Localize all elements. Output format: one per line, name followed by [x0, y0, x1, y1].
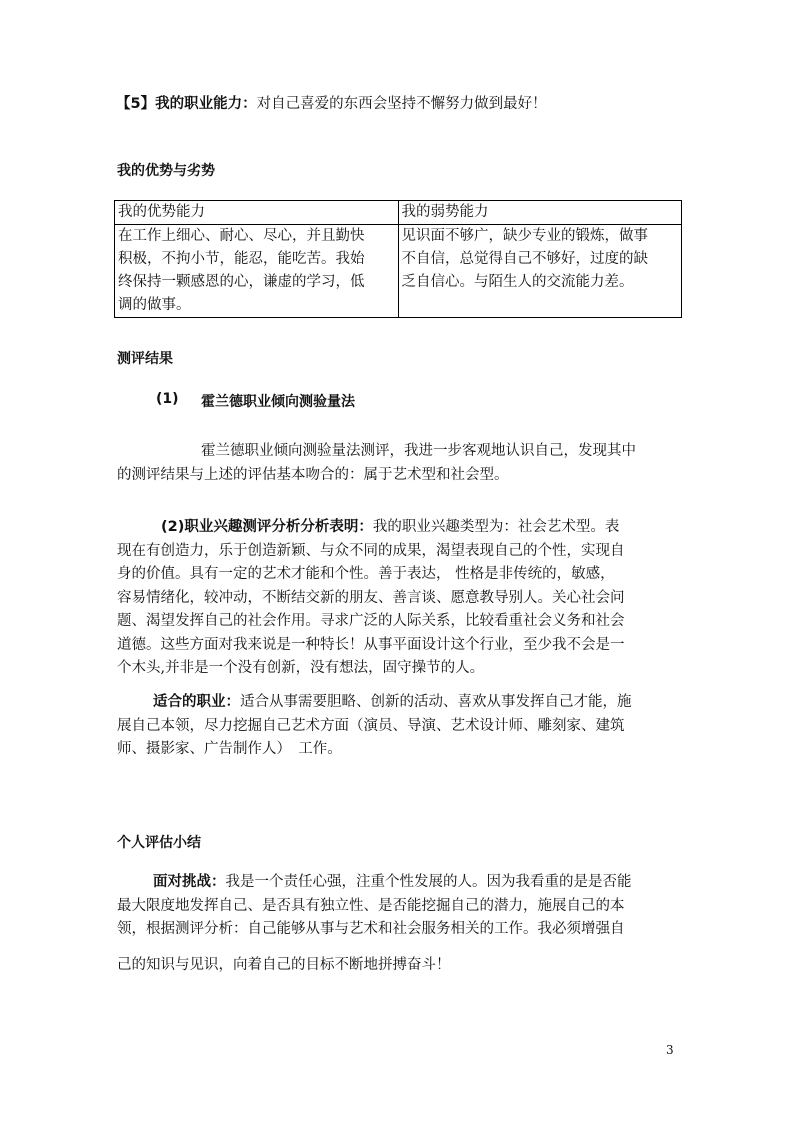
interest-line: 身的价值。具有一定的艺术才能和个性。善于表达， 性格是非传统的，敏感， — [117, 566, 615, 582]
interest-paragraph — [117, 516, 677, 681]
challenge-text: 我是一个责任心强，注重个性发展的人。因为我看重的是是否能 — [225, 874, 632, 890]
holland-paragraph — [117, 440, 677, 487]
section5-text: 对自己喜爱的东西会坚持不懈努力做到最好！ — [256, 96, 547, 112]
weakness-line: 不自信，总觉得自己不够好，过度的缺 — [401, 251, 648, 267]
page-number: 3 — [666, 1043, 674, 1057]
interest-line: 容易情绪化，较冲动，不断结交新的朋友、善言谈、愿意教导别人。关心社会问 — [117, 589, 625, 606]
challenge-line: 领，根据测评分析：自己能够从事与艺术和社会服务相关的工作。我必须增强自 — [117, 921, 625, 937]
holland-line: 霍兰德职业倾向测验量法测评，我进一步客观地认识自己，发现其中 — [201, 443, 636, 459]
challenge-first-line — [117, 871, 677, 895]
holland-line: 的测评结果与上述的评估基本吻合的：属于艺术型和社会型。 — [117, 466, 509, 483]
challenge-line: 最大限度地发挥自己、是否具有独立性、是否能挖掘自己的潜力，施展自己的本 — [117, 897, 625, 914]
interest-line: 题、渴望发挥自己的社会作用。寻求广泛的人际关系，比较看重社会义务和社会 — [117, 613, 625, 629]
interest-line: 道德。这些方面对我来说是一种特长！从事平面设计这个行业，至少我不会是一 — [117, 636, 625, 653]
challenge-label: 面对挑战： — [153, 874, 226, 890]
strength-header: 我的优势能力 — [115, 201, 399, 225]
suitable-text: 适合从事需要胆略、创新的活动、喜欢从事发挥自己才能，施 — [240, 694, 632, 710]
interest-label: (2)职业兴趣测评分析分析表明： — [161, 519, 373, 535]
suitable-paragraph — [117, 691, 677, 762]
challenge-last-line: 己的知识与见识，向着自己的目标不断地拼搏奋斗！ — [117, 956, 451, 973]
weakness-header: 我的弱势能力 — [398, 201, 682, 225]
ability-table — [114, 200, 682, 318]
interest-line: 现在有创造力，乐于创造新颖、与众不同的成果，渴望表现自己的个性，实现自 — [117, 542, 625, 559]
interest-line: 个木头,并非是一个没有创新，没有想法，固守操节的人。 — [117, 660, 485, 676]
strength-line: 终保持一颗感恩的心，谦虚的学习，低 — [118, 274, 365, 290]
suitable-line: 师、摄影家、广告制作人） 工作。 — [117, 741, 342, 757]
challenge-paragraph — [117, 871, 677, 977]
table-row — [115, 225, 682, 318]
strength-cell — [115, 225, 399, 318]
suitable-first-line — [117, 691, 677, 715]
holland-title: 霍兰德职业倾向测验量法 — [201, 394, 355, 410]
weakness-line: 见识面不够广，缺少专业的锻炼，做事 — [401, 228, 648, 244]
results-heading: 测评结果 — [117, 351, 173, 367]
strength-line: 积极，不拘小节，能忍，能吃苦。我始 — [118, 251, 365, 267]
summary-heading: 个人评估小结 — [117, 835, 201, 851]
strength-line: 在工作上细心、耐心、尽心，并且勤快 — [118, 228, 365, 244]
weakness-cell — [398, 225, 682, 318]
holland-number: (1) — [156, 391, 179, 407]
table-header-row — [115, 201, 682, 225]
strength-line: 调的做事。 — [118, 297, 191, 313]
interest-text: 我的职业兴趣类型为：社会艺术型。表 — [372, 519, 620, 535]
suitable-line: 展自己本领，尽力挖掘自己艺术方面（演员、导演、艺术设计师、雕刻家、建筑 — [117, 717, 625, 734]
weakness-line: 乏自信心。与陌生人的交流能力差。 — [401, 274, 634, 290]
section5-line — [116, 94, 547, 114]
interest-first-line — [117, 516, 677, 540]
suitable-label: 适合的职业： — [153, 694, 240, 710]
strengths-heading: 我的优势与劣势 — [117, 163, 215, 179]
section5-label: 【5】我的职业能力： — [116, 96, 257, 112]
